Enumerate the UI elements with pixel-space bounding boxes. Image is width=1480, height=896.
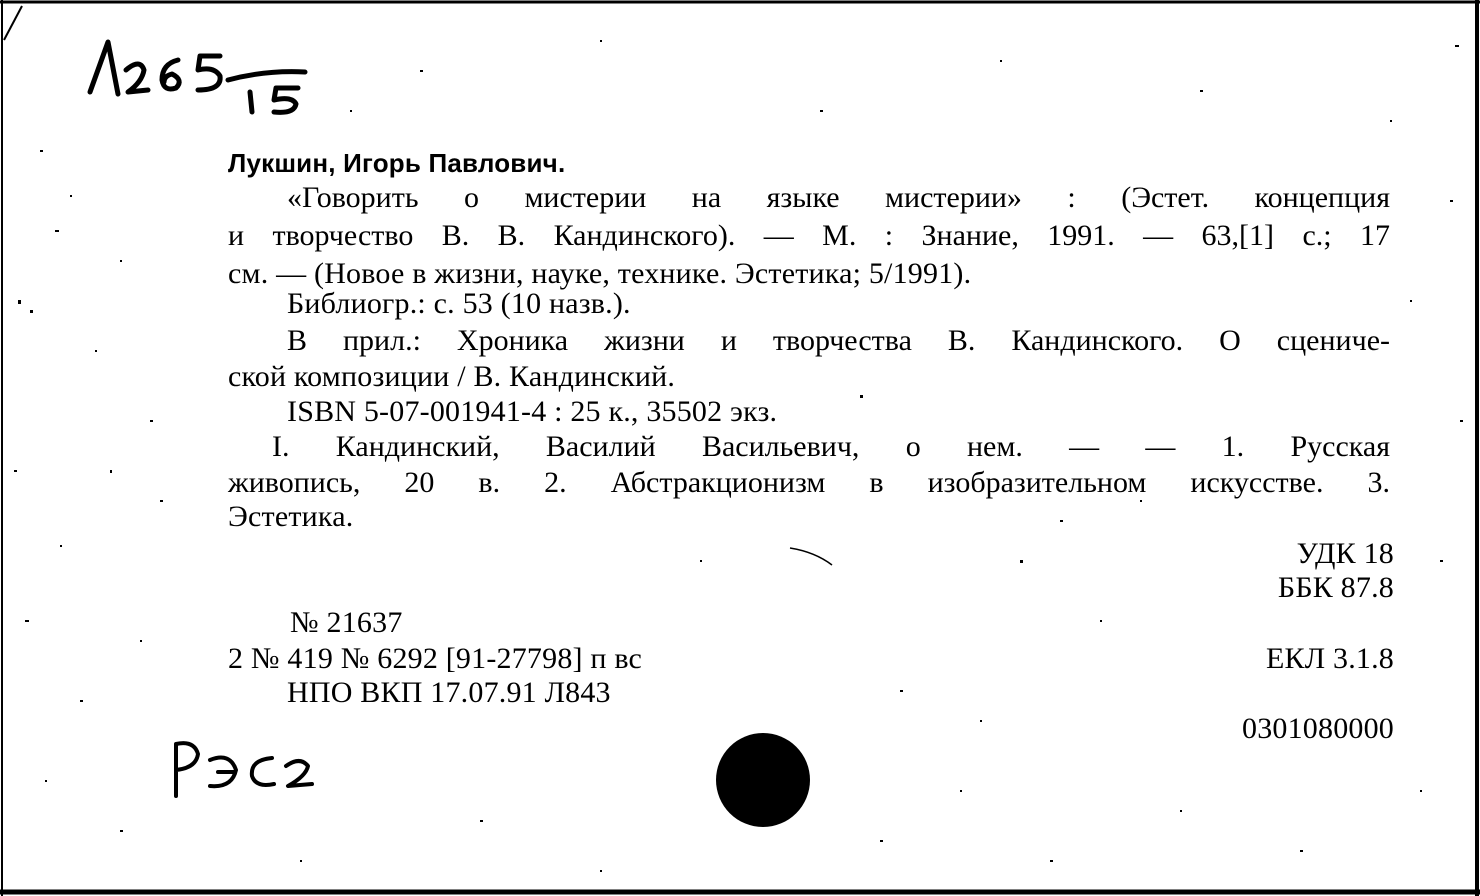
ekl-code: ЕКЛ 3.1.8: [1266, 642, 1394, 675]
handwritten-call-number: [80, 30, 340, 130]
appendix-line-2: ской композиции / В. Кандинский.: [228, 360, 676, 393]
author-heading: Лукшин, Игорь Павлович.: [228, 148, 566, 178]
isbn-line: ISBN 5-07-001941-4 : 25 к., 35502 экз.: [287, 395, 778, 428]
title-line-3: см. — (Новое в жизни, науке, технике. Эстетика; 5/1991).: [228, 257, 972, 290]
publisher-info: НПО ВКП 17.07.91 Л843: [287, 676, 611, 709]
punch-hole: [716, 733, 810, 827]
bibliography-note: Библиогр.: с. 53 (10 назв.).: [287, 287, 631, 320]
title-line-1: «Говорить о мистерии на языке мистерии» : (Эстет. концепция: [287, 181, 1390, 214]
catalog-code: 0301080000: [1242, 712, 1394, 745]
bbk-code: ББК 87.8: [1277, 571, 1394, 604]
title-line-2: и творчество В. В. Кандинского). — М. : Знание, 1991. — 63,[1] с.; 17: [228, 219, 1390, 252]
order-number: № 21637: [290, 606, 403, 639]
order-details: 2 № 419 № 6292 [91-27798] п вс: [228, 642, 643, 675]
udk-code: УДК 18: [1296, 537, 1394, 570]
handwritten-mark: [160, 730, 360, 810]
appendix-line-1: В прил.: Хроника жизни и творчества В. Кандинского. О сцениче-: [287, 324, 1390, 357]
subjects-line-3: Эстетика.: [228, 500, 354, 533]
subjects-line-2: живопись, 20 в. 2. Абстракционизм в изобразительном искусстве. 3.: [228, 466, 1390, 499]
subjects-line-1: I. Кандинский, Василий Васильевич, о нем. — — 1. Русская: [272, 430, 1390, 463]
